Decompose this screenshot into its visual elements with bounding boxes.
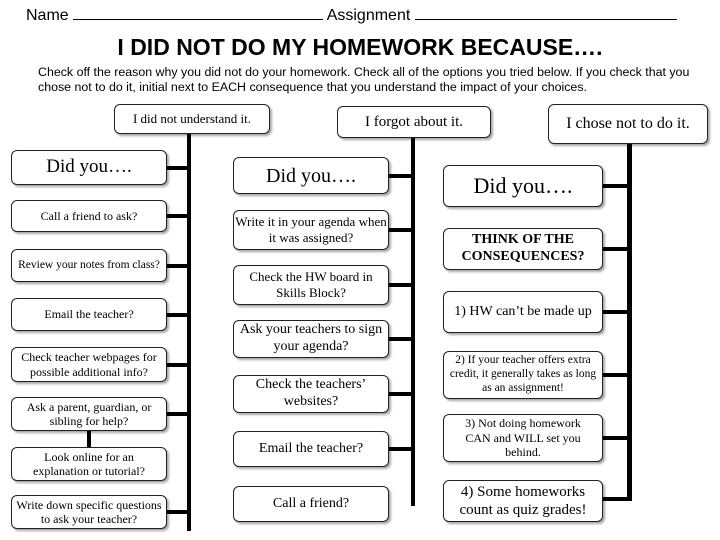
connector [389, 392, 413, 396]
connector [389, 337, 413, 341]
option-write-agenda[interactable]: Write it in your agenda when it was assigned? [233, 210, 389, 250]
option-check-hw-board[interactable]: Check the HW board in Skills Block? [233, 265, 389, 305]
option-check-webpages[interactable]: Check teacher webpages for possible additional info? [11, 347, 167, 382]
reason-not-understand[interactable]: I did not understand it. [114, 104, 270, 134]
connector [167, 264, 189, 268]
option-call-friend[interactable]: Call a friend? [233, 486, 389, 522]
option-look-online[interactable]: Look online for an explanation or tutorial? [11, 447, 167, 481]
connector [167, 166, 189, 170]
connector [603, 247, 629, 251]
name-label: Name [26, 7, 69, 24]
option-call-friend-ask[interactable]: Call a friend to ask? [11, 200, 167, 232]
instructions: Check off the reason why you did not do your homework. Check all of the options you tried below. If you check that you chose not to do it, initial next to EACH consequence that you understand the impact of your choices. [38, 65, 690, 94]
did-you-heading-1: Did you…. [11, 150, 167, 185]
column1-spine [187, 131, 191, 531]
connector [389, 447, 413, 451]
connector [167, 313, 189, 317]
connector [603, 184, 629, 188]
option-email-teacher-1[interactable]: Email the teacher? [11, 298, 167, 331]
consequence-3: 3) Not doing homework CAN and WILL set you behind. [443, 414, 603, 462]
assignment-label: Assignment [326, 7, 411, 24]
option-sign-agenda[interactable]: Ask your teachers to sign your agenda? [233, 320, 389, 358]
reason-forgot[interactable]: I forgot about it. [337, 106, 491, 138]
option-ask-parent[interactable]: Ask a parent, guardian, or sibling for help? [11, 397, 167, 431]
connector [167, 412, 189, 416]
connector [603, 436, 629, 440]
column3-spine [627, 143, 632, 501]
connector [167, 363, 189, 367]
option-email-teacher-2[interactable]: Email the teacher? [233, 431, 389, 467]
page-title: I DID NOT DO MY HOMEWORK BECAUSE…. [117, 34, 603, 60]
connector [389, 174, 413, 178]
connector [167, 510, 189, 514]
consequence-1: 1) HW can’t be made up [443, 291, 603, 333]
option-review-notes[interactable]: Review your notes from class? [11, 249, 167, 282]
reason-chose-not[interactable]: I chose not to do it. [548, 104, 708, 144]
assignment-field[interactable] [415, 5, 677, 20]
consequence-2: 2) If your teacher offers extra credit, it generally takes as long as an assignment! [443, 351, 603, 399]
connector [603, 373, 629, 377]
think-consequences: THINK OF THE CONSEQUENCES? [443, 228, 603, 270]
option-check-websites[interactable]: Check the teachers’ websites? [233, 375, 389, 413]
connector [389, 283, 413, 287]
name-field[interactable] [73, 5, 323, 20]
connector [603, 497, 632, 501]
did-you-heading-3: Did you…. [443, 165, 603, 207]
header-line [26, 5, 706, 25]
connector-vertical [87, 431, 91, 447]
connector [389, 228, 413, 232]
did-you-heading-2: Did you…. [233, 157, 389, 194]
connector [167, 214, 189, 218]
consequence-4: 4) Some homeworks count as quiz grades! [443, 480, 603, 522]
option-write-questions[interactable]: Write down specific questions to ask your teacher? [11, 495, 167, 529]
connector [603, 310, 629, 314]
